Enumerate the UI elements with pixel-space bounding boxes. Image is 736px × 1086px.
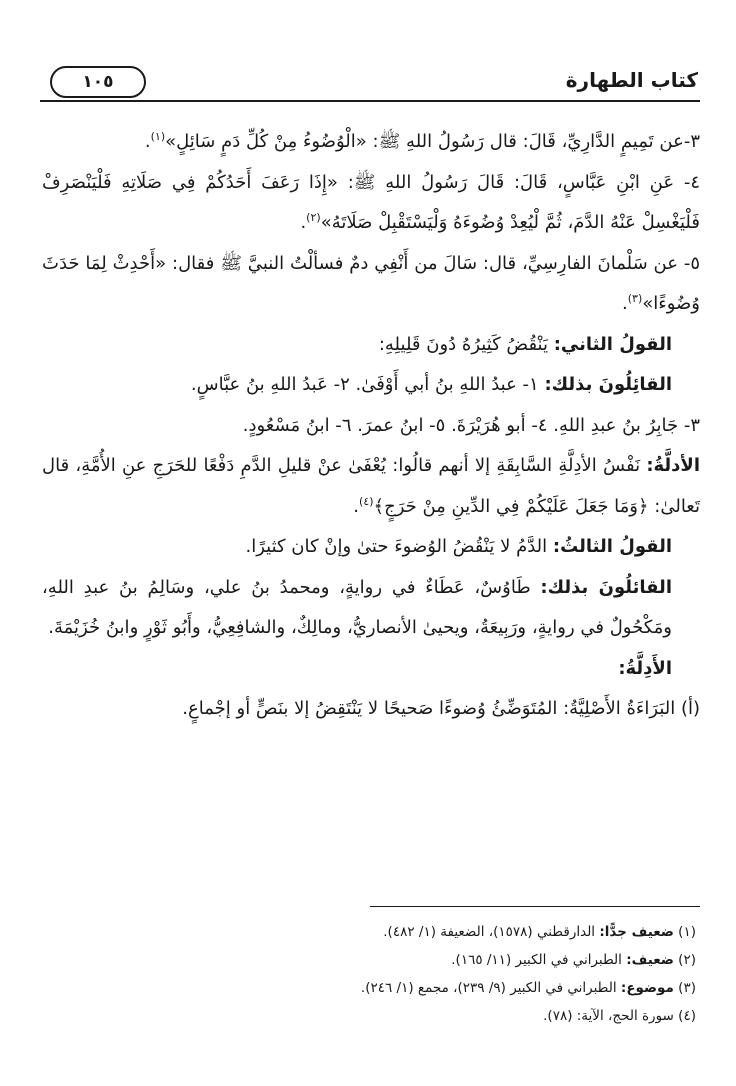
footnote-ref-1: (١) — [150, 130, 166, 143]
footnote-ref-3: (٣) — [627, 292, 643, 305]
book-title: كتاب الطهارة — [565, 68, 698, 92]
opinion-2-sayers: القائِلُونَ بذلك: ١- عبدُ اللهِ بنُ أبي أَوْفَىٰ. ٢- عَبدُ اللهِ بنُ عبَّاسٍ. — [190, 374, 672, 395]
opinion-3: القولُ الثالثُ: الدَّمُ لا يَنْقُضُ الوُضوءَ حتىٰ وإنْ كان كثيرًا. — [245, 536, 672, 557]
footnote-ref-2: (٢) — [306, 211, 321, 224]
opinion-2-sayers-cont: ٣- جَابِرُ بنُ عبدِ اللهِ. ٤- أبو هُرَيْرَةَ. ٥- ابنُ عمرَ. ٦- ابنُ مَسْعُودٍ. — [242, 414, 700, 436]
footnote-3: (٣) موضوع: الطبراني في الكبير (٩/ ٢٣٩)، مجمع (١/ ٢٤٦). — [360, 980, 696, 996]
footnotes — [100, 918, 696, 1030]
hadith-5: ٥- عن سَلْمانَ الفارِسِيِّ، قال: سَالَ من أَنْفِي دمٌ فسألْتُ النبيَّ ﷺ فقال: «أَحْدِثْ لِمَا حَدَثَ وُضُوءًا»$^{(٣)}$. — [42, 252, 700, 314]
page-header — [44, 62, 698, 102]
opinion-3-evidence-label: الأَدِلَّةُ: — [618, 657, 672, 679]
header-divider — [40, 100, 700, 102]
hadith-4: ٤- عَنِ ابْنِ عَبَّاسٍ، قَالَ: قَالَ رَسُولُ اللهِ ﷺ: «إِذَا رَعَفَ أَحَدُكُمْ فِي صَلَاتِهِ فَلْيَنْصَرِفْ فَلْيَغْسِلْ عَنْهُ الدَّمَ، ثُمَّ لْيُعِدْ وُضُوءَهُ وَلْيَسْتَقْبِلْ صَلَاتَهُ»$^{(٢)}$. — [42, 171, 700, 233]
footnote-divider — [370, 906, 700, 907]
footnote-4: (٤) سورة الحج، الآية: (٧٨). — [543, 1008, 696, 1024]
opinion-3-sayers: القائلُونَ بذلك: طَاوُسٌ، عَطَاءٌ في روايةٍ، ومحمدُ بنُ علي، وسَالِمُ بنُ عبدِ اللهِ، ومَكْحُولٌ في روايةٍ، ورَبِيعَةُ، ويحيىٰ الأنصاريُّ، ومالِكٌ، والشافِعِيُّ، وأَبُو ثَوْرٍ وابنُ خُزَيْمَةَ. — [42, 576, 672, 638]
main-text — [42, 122, 700, 730]
opinion-2-label: القولُ الثاني: — [553, 333, 672, 355]
hadith-3: ٣-عن تَمِيمٍ الدَّارِيِّ، قَالَ: قال رَسُولُ اللهِ ﷺ: «الْوُضُوءُ مِنْ كُلِّ دَمٍ سَائِلٍ»$^{(١)}$. — [144, 130, 700, 152]
footnote-1: (١) ضعيف جدًّا: الدارقطني (١٥٧٨)، الضعيفة (١/ ٤٨٢). — [383, 924, 696, 940]
sayers-label: القائلُونَ بذلك: — [540, 576, 672, 598]
opinion-3-label: القولُ الثالثُ: — [552, 536, 672, 557]
footnote-ref-4: (٤) — [359, 494, 374, 508]
page-number: ١٠٥ — [50, 66, 146, 98]
sayers-label: القائِلُونَ بذلك: — [544, 374, 672, 395]
evidence-label: الأدلَّةُ: — [646, 455, 700, 476]
opinion-2: القولُ الثاني: يَنْقُضُ كَثِيرُهُ دُونَ قَلِيلِهِ: — [378, 333, 672, 355]
footnote-2: (٢) ضعيف: الطبراني في الكبير (١١/ ١٦٥). — [451, 952, 696, 968]
opinion-2-evidence: الأدلَّةُ: نَفْسُ الأدِلَّةِ السَّابِقَةِ إلا أنهم قالُوا: يُعْفَىٰ عنْ قليلِ الدَّمِ دَفْعًا للحَرَجِ عنِ الأُمَّةِ، قال تَعالىٰ: ﴿وَمَا جَعَلَ عَلَيْكُمْ فِي الدِّينِ مِنْ حَرَجٍ﴾$^{(٤)}$. — [42, 455, 700, 517]
opinion-3-evidence-1: (أ) البَرَاءَةُ الأَصْلِيَّةُ: المُتَوَضِّئُ وُضوءًا صَحيحًا لا يَنْتَقِضُ إلا بنَصٍّ أو إجْماعٍ. — [182, 698, 700, 719]
